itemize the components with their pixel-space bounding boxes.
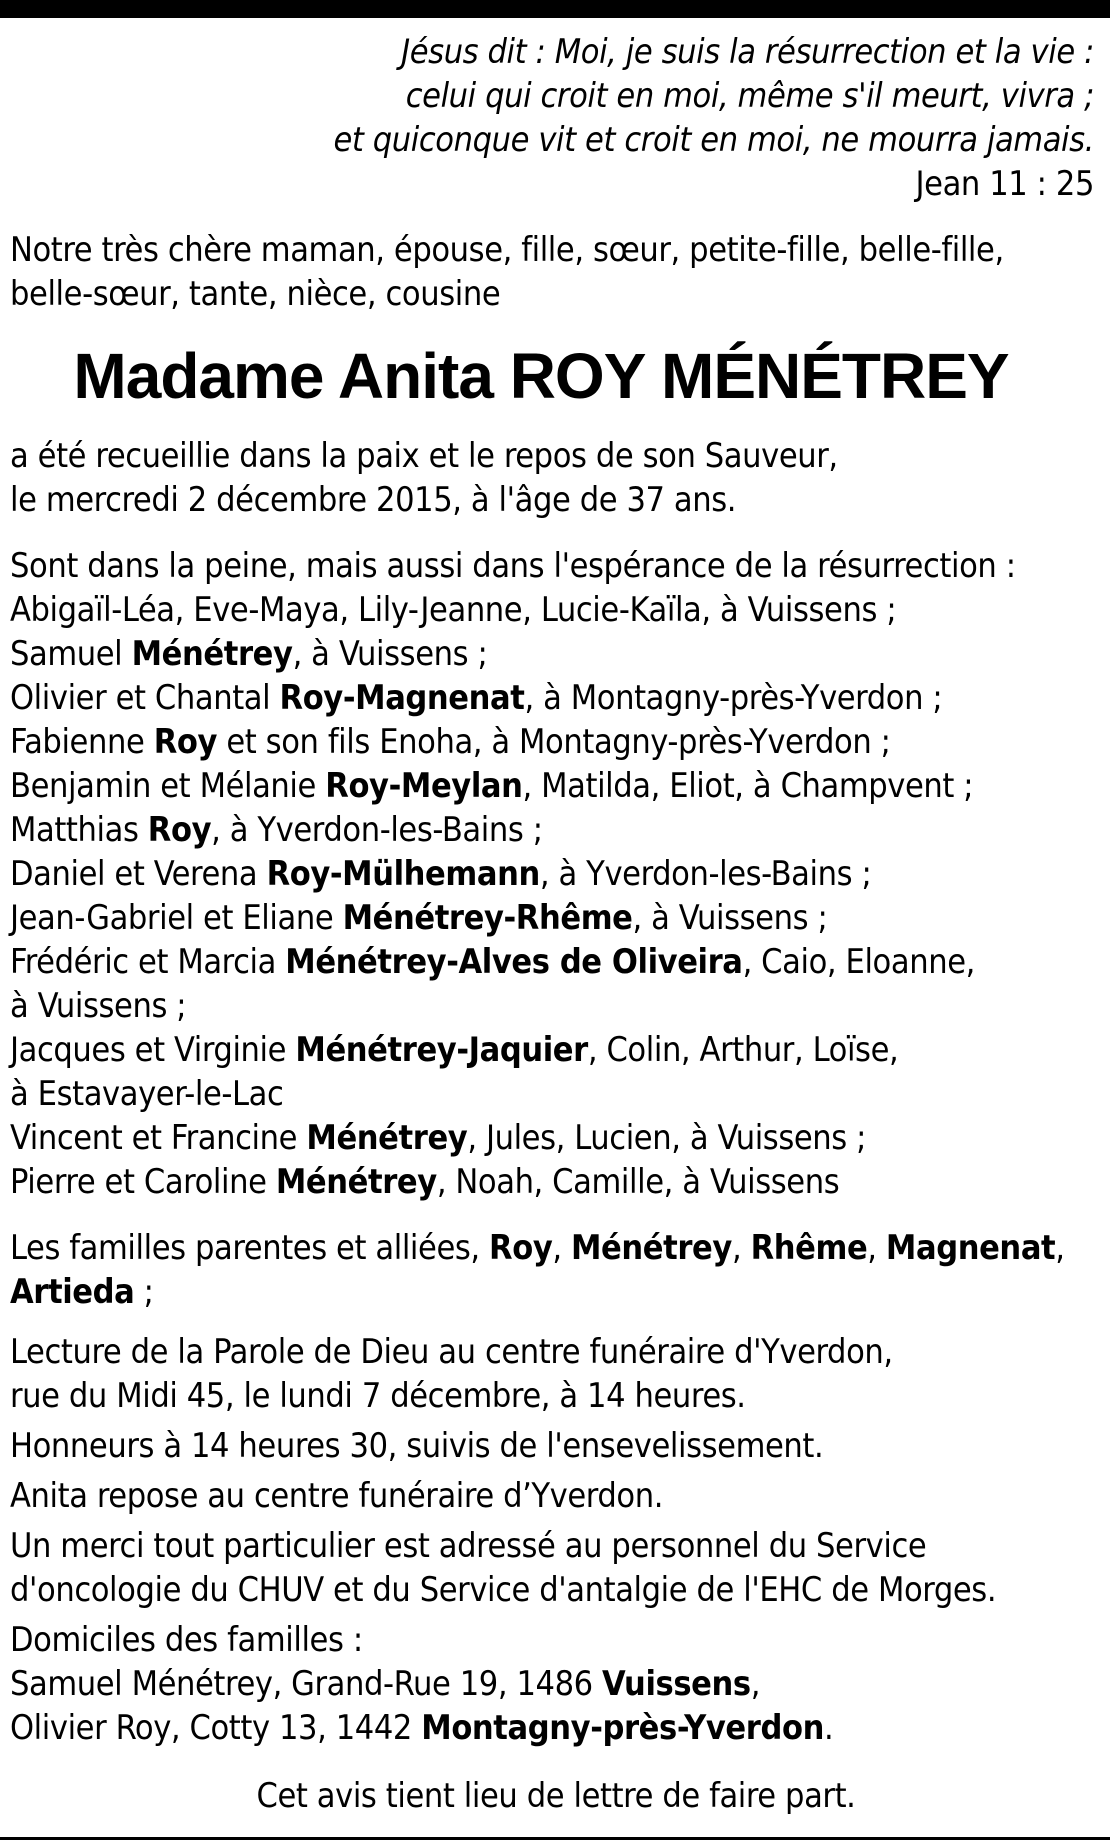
intro-paragraph	[10, 228, 1102, 316]
mourner-row: Olivier et Chantal Roy-Magnenat, à Montagny-près-Yverdon ;	[10, 678, 943, 718]
mourner-row: Jean-Gabriel et Eliane Ménétrey-Rhême, à Vuissens ;	[10, 898, 828, 938]
family-name: Roy	[489, 1228, 553, 1268]
bible-verse	[10, 30, 1102, 206]
thanks-paragraph	[10, 1524, 1102, 1612]
family-name: Ménétrey-Jaquier	[295, 1030, 588, 1070]
domicile-address: Olivier Roy, Cotty 13, 1442 Montagny-près-Yverdon.	[10, 1708, 834, 1748]
mourner-row: Daniel et Verena Roy-Mülhemann, à Yverdon-les-Bains ;	[10, 854, 872, 894]
locality: Montagny-près-Yverdon	[421, 1708, 824, 1748]
intro-line: Notre très chère maman, épouse, fille, sœur, petite-fille, belle-fille,	[10, 230, 1004, 270]
mourner-row-continued: à Vuissens ;	[10, 986, 187, 1026]
verse-line: Jésus dit : Moi, je suis la résurrection et la vie :	[401, 32, 1094, 72]
mourners-list	[10, 544, 1102, 1204]
rest-line: Anita repose au centre funéraire d’Yverdon.	[10, 1476, 664, 1516]
allied-families-line: Les familles parentes et alliées, Roy, Ménétrey, Rhême, Magnenat,	[10, 1228, 1065, 1268]
mourner-row: Abigaïl-Léa, Eve-Maya, Lily-Jeanne, Lucie-Kaïla, à Vuissens ;	[10, 590, 897, 630]
allied-families-line: Artieda ;	[10, 1272, 154, 1312]
family-name: Ménétrey	[306, 1118, 468, 1158]
deceased-name: Madame Anita ROY MÉNÉTREY	[73, 340, 1009, 412]
family-name: Ménétrey	[571, 1228, 732, 1268]
honours-line: Honneurs à 14 heures 30, suivis de l'ensevelissement.	[10, 1426, 824, 1466]
locality: Vuissens	[602, 1664, 751, 1704]
bottom-rule	[0, 1837, 1110, 1840]
ceremony-details	[10, 1330, 1102, 1518]
family-name: Roy	[147, 810, 212, 850]
mourner-row: Jacques et Virginie Ménétrey-Jaquier, Colin, Arthur, Loïse,	[10, 1030, 899, 1070]
family-name: Roy-Magnenat	[279, 678, 525, 718]
ceremony-line: Lecture de la Parole de Dieu au centre funéraire d'Yverdon,	[10, 1332, 893, 1372]
family-name: Roy-Meylan	[325, 766, 523, 806]
intro-line: belle-sœur, tante, nièce, cousine	[10, 274, 501, 314]
verse-line: celui qui croit en moi, même s'il meurt, vivra ;	[405, 76, 1094, 116]
family-name: Ménétrey-Rhême	[342, 898, 633, 938]
mourner-row: Matthias Roy, à Yverdon-les-Bains ;	[10, 810, 543, 850]
announcement	[10, 434, 1102, 522]
family-name: Artieda	[10, 1272, 135, 1312]
family-name: Rhême	[750, 1228, 868, 1268]
mourner-row: Pierre et Caroline Ménétrey, Noah, Camille, à Vuissens	[10, 1162, 840, 1202]
domiciles	[10, 1618, 1102, 1750]
thanks-line: d'oncologie du CHUV et du Service d'antalgie de l'EHC de Morges.	[10, 1570, 997, 1610]
family-name: Magnenat	[885, 1228, 1056, 1268]
mourner-row: Fabienne Roy et son fils Enoha, à Montagny-près-Yverdon ;	[10, 722, 891, 762]
mourner-row: Frédéric et Marcia Ménétrey-Alves de Oliveira, Caio, Eloanne,	[10, 942, 975, 982]
allied-families	[10, 1226, 1102, 1314]
obituary-notice	[10, 30, 1102, 1818]
mourner-row: Benjamin et Mélanie Roy-Meylan, Matilda, Eliot, à Champvent ;	[10, 766, 974, 806]
announcement-line: le mercredi 2 décembre 2015, à l'âge de 37 ans.	[10, 480, 737, 520]
family-name: Ménétrey-Alves de Oliveira	[285, 942, 743, 982]
mourner-row-continued: à Estavayer-le-Lac	[10, 1074, 284, 1114]
top-rule	[0, 0, 1110, 18]
mourner-row: Samuel Ménétrey, à Vuissens ;	[10, 634, 488, 674]
footer-note: Cet avis tient lieu de lettre de faire part.	[256, 1776, 856, 1816]
family-name: Roy	[153, 722, 218, 762]
verse-reference: Jean 11 : 25	[915, 164, 1094, 204]
mourner-row: Vincent et Francine Ménétrey, Jules, Lucien, à Vuissens ;	[10, 1118, 867, 1158]
domicile-address: Samuel Ménétrey, Grand-Rue 19, 1486 Vuissens,	[10, 1664, 761, 1704]
domiciles-title: Domiciles des familles :	[10, 1620, 363, 1660]
mourners-intro: Sont dans la peine, mais aussi dans l'espérance de la résurrection :	[10, 546, 1016, 586]
family-name: Ménétrey	[275, 1162, 437, 1202]
thanks-line: Un merci tout particulier est adressé au personnel du Service	[10, 1526, 927, 1566]
verse-line: et quiconque vit et croit en moi, ne mourra jamais.	[333, 120, 1094, 160]
ceremony-line: rue du Midi 45, le lundi 7 décembre, à 14 heures.	[10, 1376, 746, 1416]
family-name: Ménétrey	[131, 634, 293, 674]
family-name: Roy-Mülhemann	[266, 854, 540, 894]
announcement-line: a été recueillie dans la paix et le repos de son Sauveur,	[10, 436, 838, 476]
